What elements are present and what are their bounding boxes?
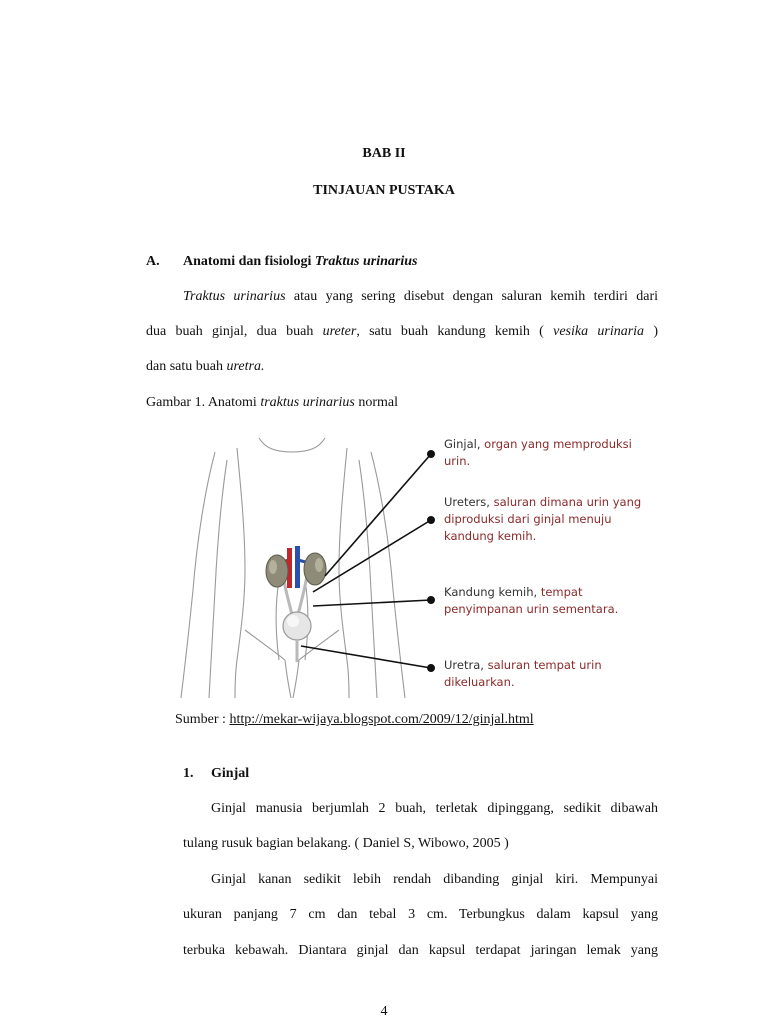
label-desc: tempat	[540, 585, 583, 599]
paragraph-line: Ginjal manusia berjumlah 2 buah, terletak dipinggang, sedikit dibawah	[211, 801, 658, 816]
label-desc: urin.	[444, 454, 471, 468]
label-desc: saluran tempat urin	[487, 658, 602, 672]
vein	[295, 546, 300, 588]
section-title-italic: Traktus urinarius	[314, 254, 418, 269]
term-italic: Traktus urinarius	[183, 289, 286, 304]
term-italic: uretra.	[226, 359, 265, 374]
label-kandung-kemih	[444, 584, 618, 618]
label-separator: ,	[476, 437, 485, 451]
source-link[interactable]: http://mekar-wijaya.blogspot.com/2009/12/ginjal.html	[229, 712, 534, 727]
label-separator: ,	[533, 585, 541, 599]
text-run: dan satu buah	[146, 359, 227, 374]
bladder	[283, 612, 311, 640]
label-uretra	[444, 657, 602, 691]
caption-italic: traktus urinarius	[260, 395, 355, 410]
label-name: Ginjal	[444, 437, 477, 451]
paragraph-line: Ginjal kanan sedikit lebih rendah dibanding ginjal kiri. Mempunyai	[211, 872, 658, 887]
figure-caption	[146, 395, 398, 411]
text-run: )	[644, 324, 658, 339]
chapter-title: TINJAUAN PUSTAKA	[313, 183, 455, 198]
anatomy-illustration	[175, 430, 445, 698]
paragraph-line	[146, 359, 264, 375]
caption-text: normal	[354, 395, 398, 410]
text-run: atau yang sering disebut dengan saluran kemih terdiri dari	[285, 289, 658, 304]
body-outline	[181, 438, 405, 698]
subsection-number: 1.	[183, 766, 194, 781]
figure-source	[175, 712, 534, 728]
right-kidney	[304, 553, 326, 585]
label-desc: kandung kemih.	[444, 529, 537, 543]
label-desc: diproduksi dari ginjal menuju	[444, 512, 612, 526]
text-run: , satu buah kandung kemih (	[356, 324, 554, 339]
paragraph-line	[183, 289, 658, 305]
label-name: Kandung kemih	[444, 585, 534, 599]
section-title-text: Anatomi dan fisiologi	[183, 254, 315, 269]
term-italic: ureter	[322, 324, 357, 339]
subsection-title: Ginjal	[211, 766, 250, 781]
text-run: dua buah ginjal, dua buah	[146, 324, 323, 339]
paragraph-line: terbuka kebawah. Diantara ginjal dan kapsul terdapat jaringan lemak yang	[183, 943, 658, 958]
source-label: Sumber :	[175, 712, 230, 727]
urinary-tract	[266, 546, 326, 662]
label-ureters	[444, 494, 641, 545]
label-separator: ,	[480, 658, 488, 672]
section-title	[183, 254, 417, 270]
label-name: Uretra	[444, 658, 481, 672]
label-ginjal	[444, 436, 632, 470]
label-desc: penyimpanan urin sementara.	[444, 602, 619, 616]
caption-text: Gambar 1. Anatomi	[146, 395, 261, 410]
paragraph-line	[146, 324, 658, 340]
label-desc: organ yang memproduksi	[484, 437, 632, 451]
section-number: A.	[146, 254, 160, 269]
paragraph-line: tulang rusuk bagian belakang. ( Daniel S, Wibowo, 2005 )	[183, 836, 509, 851]
label-desc: dikeluarkan.	[444, 675, 515, 689]
left-kidney	[266, 555, 288, 587]
term-italic: vesika urinaria	[553, 324, 645, 339]
label-desc: saluran dimana urin yang	[493, 495, 642, 509]
chapter-heading: BAB II	[362, 146, 406, 161]
label-name: Ureters	[444, 495, 487, 509]
label-separator: ,	[486, 495, 494, 509]
paragraph-line: ukuran panjang 7 cm dan tebal 3 cm. Terbungkus dalam kapsul yang	[183, 907, 658, 922]
page-number: 4	[380, 1004, 388, 1019]
